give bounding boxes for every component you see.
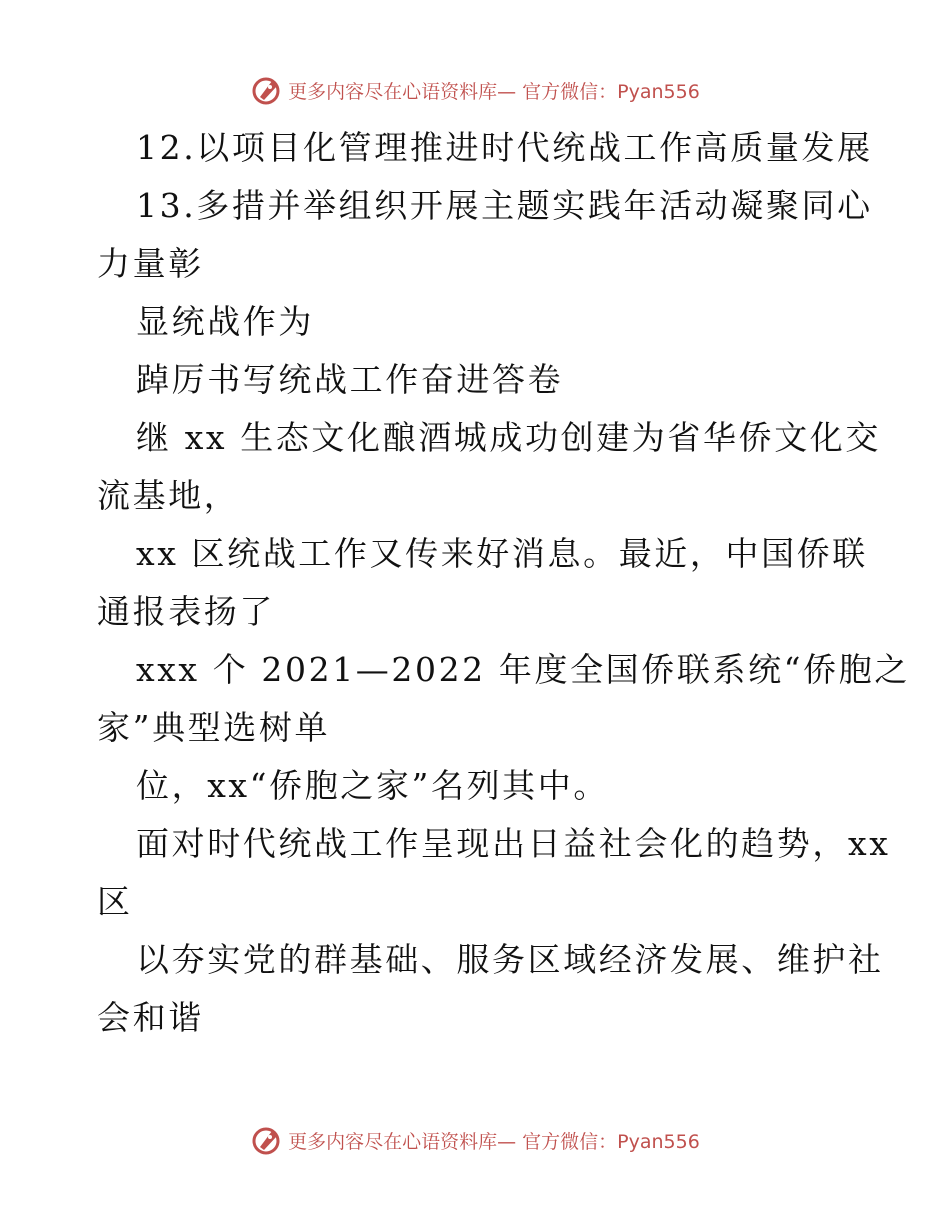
text-line: 力量彰 [97,244,204,283]
text-line: 12.以项目化管理推进时代统战工作高质量发展 [136,128,873,167]
text-line: 位，xx“侨胞之家”名列其中。 [136,766,609,805]
watermark-text: 更多内容尽在心语资料库— [288,80,517,103]
pen-nib-logo-icon [250,1123,284,1157]
text-line: 家”典型选树单 [97,708,331,747]
text-line: 显统战作为 [136,302,314,341]
text-line: 区 [97,882,133,921]
text-line: 以夯实党的群基础、服务区域经济发展、维护社 [136,940,884,979]
text-line: 面对时代统战工作呈现出日益社会化的趋势，xx [136,824,891,863]
header-watermark [0,72,950,108]
footer-watermark [0,1122,950,1158]
text-line: xx 区统战工作又传来好消息。最近，中国侨联 [136,534,868,573]
text-line: 继 xx 生态文化酿酒城成功创建为省华侨文化交 [136,418,882,457]
watermark-wechat: 官方微信：Pyan556 [522,80,700,103]
watermark-wechat: 官方微信：Pyan556 [522,1130,700,1153]
text-line: 踔厉书写统战工作奋进答卷 [136,360,564,399]
text-line: 会和谐 [97,998,204,1037]
watermark-text: 更多内容尽在心语资料库— [288,1130,517,1153]
text-line: xxx 个 2021—2022 年度全国侨联系统“侨胞之 [136,650,910,689]
text-line: 13.多措并举组织开展主题实践年活动凝聚同心 [136,186,873,225]
text-line: 流基地， [97,476,240,515]
pen-nib-logo-icon [250,73,284,107]
text-line: 通报表扬了 [97,592,275,631]
